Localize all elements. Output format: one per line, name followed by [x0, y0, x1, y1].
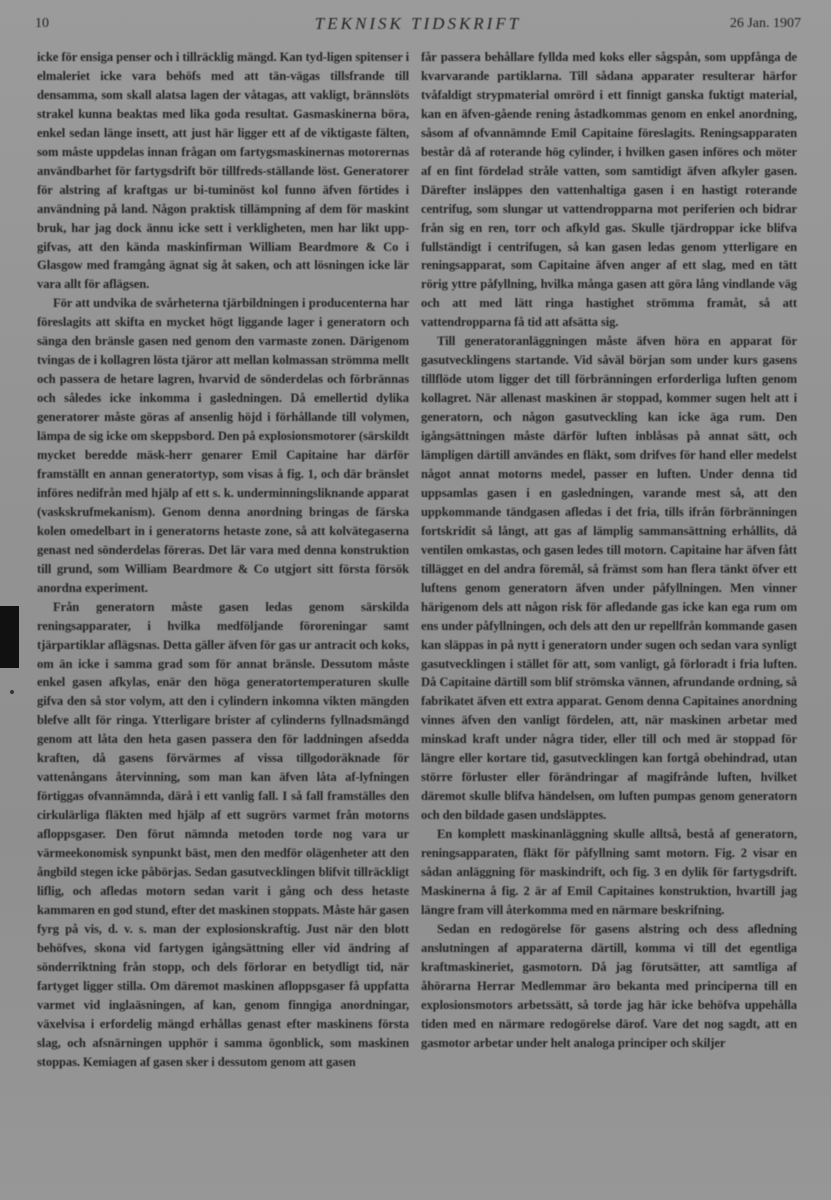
- paragraph: En komplett maskinanläggning skulle alltså, bestå af generatorn, reningsapparaten, fläkt för påfyllning samt motorn. Fig. 2 visar en sådan anläggning för maskindrift, och fig. 3 en dylik för fartygsdrift. Maskinerna å fig. 2 är af Emil Capitaines konstruktion, hvartill jag längre fram vill återkomma med en närmare beskrifning.: [421, 827, 797, 917]
- paragraph: Sedan en redogörelse för gasens alstring och dess afledning anslutningen af apparaterna därtill, komma vi till det egentliga kraftmaskineriet, gasmotorn. Då jag förutsätter, att samtliga af åhörarna Herrar Medlemmar äro bekanta med principerna till en explosionsmotors arbetssätt, så torde jag här icke behöfva uppehålla tiden med en närmare redogörelse därof. Vare det nog sagdt, att en gasmotor arbetar under helt analoga principer och skiljer: [421, 921, 797, 1050]
- scan-edge-mark: [0, 606, 19, 668]
- paragraph: Från generatorn måste gasen ledas genom särskilda reningsapparater, i hvilka medföljande föroreningar samt tjärpartiklar aflägsnas. Detta gäller äfven för gas ur antracit och koks, om än icke i samma grad som för annat bränsle. Dessutom måste enkel gasen afkylas, enär den höga generatortemperaturen skulle gifva den så stor volym, att den i cylindern inkomna vikten mängden blefve allt för ringa. Ytterligare brister af cylinderns fyllnadsmängd genom att låta den heta gasen passera den för laddningen afsedda kraften, då gasens förvärmes af vissa tillgodoräknade för vattenångans återvinning, som man kan äfven låta af-lyfningen förtiggas ofvannämnda, därå i ett vanlig fall. I så fall framställes den cirkulärliga fläkten med hjälp af ett sugrörs varmet från motorns afloppsgaser. Den förut nämnda metoden torde nog vara ur värmeekonomisk synpunkt bäst, men den medför olägenheter att den ångbild stegen icke påbörjas. Sedan gasutvecklingen blifvit tillräckligt liflig, och afledas motorn sedan varit i gång och dess hetaste kammaren en god stund, efter det maskinen stoppats. Måste här gasen fyrg på vis, d. v. s. man der explosionskraftig. Just när den blott behöfves, skona vid fartygen igångsättning eller vid ändring af sönderriktning från stopp, och dels förlorar en betydligt tid, när fartyget ligger stilla. Om däremot maskinen afloppsgaser få uppfatta varmet vid inglaäsningen, af kan, genom finngiga anordningar, växelvisa i erfordelig mängd erhållas genast efter maskinens första slag, och afsnärningen upphör i samma ögonblick, som maskinen stoppas. Kemiagen af gasen sker i dessutom genom att gasen: [37, 599, 409, 1069]
- running-header: [35, 14, 801, 36]
- issue-date: 26 Jan. 1907: [729, 16, 801, 31]
- journal-title: TEKNISK TIDSKRIFT: [314, 14, 522, 33]
- left-column: [37, 48, 409, 1071]
- paragraph: Till generatoranläggningen måste äfven höra en apparat för gasutvecklingens startande. Vid såväl början som under kurs gasens tillflöde utom ligger det till förbränningen erforderliga luften genom kollagret. När allenast maskinen är stoppad, kommer sugen helt att i generatorn, och någon gasutveckling kan icke äga rum. Den igångsättningen måste därför luften inblåsas på annat sätt, och lämpligen därtill användes en fläkt, som drifves för hand eller medelst något annat motorns medel, passer en luften. Under denna tid uppsamlas gasen i en gasledningen, varande mest så, att den uppkommande tändgasen afledas i det fria, tills ifrån förbränningen fortskridit så långt, att gas af lämplig sammansättning erhållits, då ventilen omkastas, och gasen ledes till motorn. Capitaine har äfven fått tillägget en del andra föremål, så främst som han flera tänkt öfver ett luftens genom generatorn äfven under påfyllningen. Men vinner härigenom dels att någon risk för afledande gas icke kan ega rum om ens under påfyllningen, och dels att den ur repellfrån kommande gasen kan släppas in på nytt i generatorn under sugen och sedan vara synligt gasutvecklingen i stället för att, som vanligt, gå förloradt i fria luften. Då Capitaine därtill som blif strömska vännen, afrundande ordning, så fabrikatet äfven ett extra apparat. Genom denna Capitaines anordning vinnes äfven den vanligt fördelen, att, när maskinen arbetar med minskad kraft under några tider, eller till och med är stoppad för längre eller kortare tid, gasutvecklingen kan fortgå obehindrad, utan större förluster eller förändringar af magifrånde luften, hvilket däremot skulle blifva händelsen, om luften pumpas genom generatorn och den bildade gasen undsläpptes.: [421, 334, 797, 823]
- right-column: [421, 48, 797, 1053]
- scan-speck: [10, 690, 14, 694]
- paragraph: icke för ensiga penser och i tillräcklig mängd. Kan tyd-ligen spitenser i elmaleriet icke vara behöfs med att tän-vägas tillsfrande till densamma, som skall alatsa lagen der våtagas, att vakligt, brännslöts strakel kunna beaktas med lika goda resultat. Gasmaskinerna böra, enkel sedan länge insett, att just här ligger ett af de viktigaste fälten, som måste uppdelas innan frågan om fartygsmaskinernas motorernas användbarhet för fartygsdrift bör tillfreds-ställande löst. Generatorer för alstring af kraftgas ur bi-tuminöst kol funno äfven förtides i användning på land. Någon praktisk tillämpning af dem för maskint bruk, har jag dock ännu icke sett i verkligheten, men har likt upp-gifvas, att den kända maskinfirman William Beardmore & Co i Glasgow med framgång ägnat sig åt saken, och att lösningen icke lär vara allt för aflägsen.: [37, 50, 409, 292]
- page-number: 10: [35, 16, 49, 31]
- paragraph: För att undvika de svårheterna tjärbildningen i producenterna har föreslagits att skifta en mycket högt liggande lager i generatorn och sänga den bränsle gasen ned genom den varmaste zonen. Därigenom tvingas de i kollagren lösta tjäror att mellan kolmassan strömma mellt och passera de hetare lagren, hvarvid de sönderdelas och förbrännas och således icke inkomma i gasledningen. Då emellertid dylika generatorer måste göras af ansenlig höjd i förhållande till volymen, lämpa de sig icke om skeppsbord. Den på explosionsmotorer (särskildt mycket beredde mäsk-herr genarer Emil Capitaine har därför framställt en annan generatortyp, som visas å fig. 1, och där bränslet införes nedifrån med hjälp af ett s. k. underminningsliknande apparat (vaskskrufmekanism). Genom denna anordning bringas de färska kolen omedelbart in i generatorns hetaste zone, så att kolvätegaserna genast ned sönderdelas föreras. Det lär vara med denna konstruktion till grund, som William Beardmore & Co utgjort sitt första försök anordna experiment.: [37, 296, 409, 595]
- paragraph: får passera behållare fyllda med koks eller sågspån, som uppfånga de kvarvarande partiklarna. Till sådana apparater resulterar härfor tvåfaldigt strypmaterial omrörd i ett finnigt ganska fuktigt material, kan en äfven-gående rening åstadkommas genom en enkel anordning, såsom af ofvannämnde Emil Capitaine föreslagits. Reningsapparaten består då af roterande hög cylinder, i hvilken gasen införes och möter af en fint fördelad stråle vatten, som samtidigt äfven afkyler gasen. Därefter insläppes den vattenhaltiga gasen i en hastigt roterande centrifug, som slungar ut vattendropparna mot periferien och bidrar från sig en ren, torr och afkyld gas. Skulle tjärdroppar icke blifva fullständigt i centrifugen, så kan gasen ledas genom ytterligare en reningsapparat, som Capitaine äfven anger af ett slag, med en tätt rörig yttre påfyllning, hvilka många gasen att göra lång vindlande väg och att med lätt ringa hastighet strömma framåt, så att vattendropparna få tid att afsätta sig.: [421, 50, 797, 330]
